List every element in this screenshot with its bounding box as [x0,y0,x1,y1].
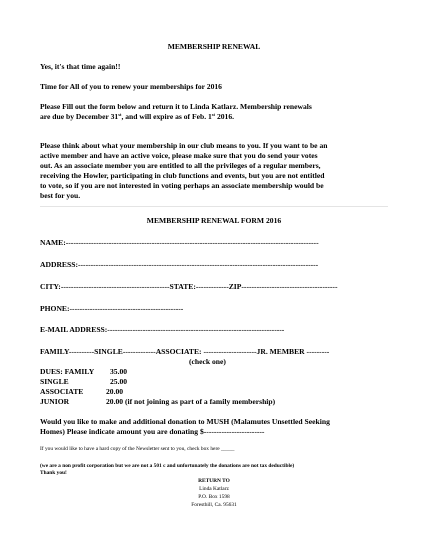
intro-line-3: Please Fill out the form below and return it to Linda Katlarz. Membership renewals [40,102,312,111]
name-field[interactable]: NAME:---------------------------------------------------------------------------------------------------- [40,238,319,247]
divider [40,206,388,207]
dues-junior: JUNIOR 20.00 (if not joining as part of a family membership) [40,397,276,406]
donation-line-1: Would you like to make and additional donation to MUSH (Malamutes Unsettled Seeking [40,417,330,426]
dues-associate: ASSOCIATE 20.00 [40,387,124,396]
intro-line-1: Yes, it's that time again!! [40,62,121,71]
dues-family: DUES: FAMILY 35.00 [40,367,128,376]
dues-single: SINGLE 25.00 [40,377,128,386]
form-title: MEMBERSHIP RENEWAL FORM 2016 [146,216,282,225]
intro-line-2: Time for All of you to renew your memberships for 2016 [40,82,222,91]
city-state-zip-field[interactable]: CITY:-------------------------------------------STATE:-------------ZIP-------------------------------------- [40,282,338,291]
address-field[interactable]: ADDRESS:----------------------------------------------------------------------------------------------- [40,260,319,269]
donation-amount-field[interactable]: Homes) Please indicate amount you are donating $------------------------ [40,427,265,436]
return-po-box: P.O. Box 1598 [198,494,230,500]
thank-you: Thank you! [40,470,67,476]
membership-paragraph: Please think about what your membership in our club means to you. If you want to be an active member and have an active voice, please make sure that you do send your votes out. As an associate member you are entitled to all the privileges of a regular members, receiving the Howler, participating in club functions and events, but you are not entitled to vote, so if you are not interested in voting perhaps an associate membership would be best for you. [40,141,328,200]
page-title: MEMBERSHIP RENEWAL [167,42,261,51]
hard-copy-checkbox-line[interactable]: If you would like to have a hard copy of the Newsletter sent to you, check box here _____ [40,446,235,452]
check-one-note: (check one) [189,357,226,366]
phone-field[interactable]: PHONE:--------------------------------------------- [40,304,184,313]
return-to-label: RETURN TO [198,478,230,484]
intro-line-4: are due by December 31st, and will expire as of Feb. 1st 2016. [40,112,235,121]
email-field[interactable]: E-MAIL ADDRESS:---------------------------------------------------------------------- [40,325,285,334]
membership-type-line[interactable]: FAMILY----------SINGLE-------------ASSOCIATE: ---------------------JR. MEMBER --------- [40,347,330,356]
dues-list [40,367,275,407]
return-name: Linda Katlarz [199,486,229,492]
return-city: Foresthill, Ca. 95631 [191,502,237,508]
nonprofit-note: (we are a non profit corporation but we are not a 501 c and unfortunately the donations are not tax deductible) [40,463,295,469]
